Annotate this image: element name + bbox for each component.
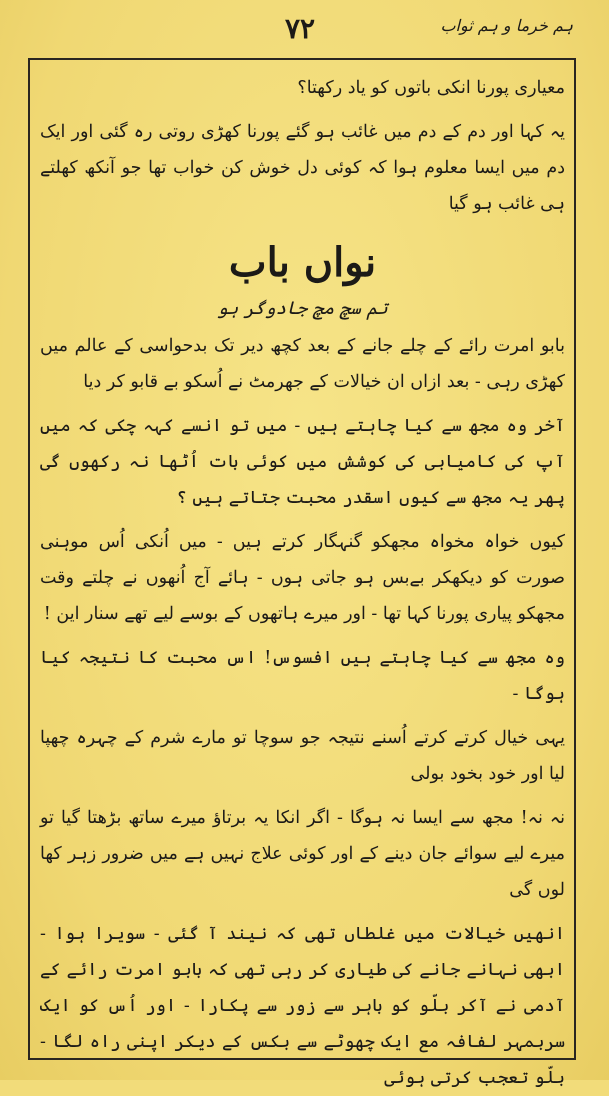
intro-paragraph-2: یہ کہا اور دم کے دم میں غائب ہو گئے پورنا کھڑی روتی رہ گئی اور ایک دم میں ایسا معلوم ہوا کہ کوئی دل خوش کن خواب تھا جو آنکھ کھلتے ہی غائب ہو گیا [40,122,565,214]
intro-line-1: معیاری پورنا انکی باتوں کو یاد رکھتا؟ [297,78,565,98]
chapter-subtitle: تم سچ مچ جادوگر ہو [217,298,388,319]
page-body [40,70,565,1088]
running-title: ہم خرما و ہم ثواب [440,16,573,35]
page-header [0,8,609,52]
paragraph-4: وہ مجھ سے کیا چاہتے ہیں افسوس! اس محبت کا نتیجہ کیا ہوگا - [40,648,565,704]
paragraph-3: کیوں خواہ مخواہ مجھکو گنہگار کرتے ہیں - میں اُنکی اُس موہنی صورت کو دیکھکر بےبس ہو جاتی ہوں - ہائے آج اُنھوں نے چلتے وقت مجھکو پیاری پورنا کہا تھا - اور میرے ہاتھوں کے بوسے لیے تھے سنار این ! [40,532,565,624]
paragraph-7: انھیں خیالات میں غلطاں تھی کہ نیند آ گئی - سویرا ہوا - ابھی نہانے جانے کی طیاری کر رہی تھی کہ بابو امرت رائے کے آدمی نے آکر بلّو کو باہر سے زور سے پکارا - اور اُس کو ایک سربمہر لفافہ مع ایک چھوٹے سے بکس کے دیکر اپنی راہ لگا - بلّو تعجب کرتی ہوئی [40,924,565,1088]
paragraph-6: نہ نہ! مجھ سے ایسا نہ ہوگا - اگر انکا یہ برتاؤ میرے ساتھ بڑھتا گیا تو میرے لیے سوائے جان دینے کے اور کوئی علاج نہیں ہے میں ضرور زہر کھا لوں گی [40,808,565,900]
paragraph-5: یہی خیال کرتے کرتے اُسنے نتیجہ جو سوچا تو مارے شرم کے چہرہ چھپا لیا اور خود بخود بولی [40,728,565,784]
chapter-title: نواں باب [228,239,377,286]
paragraph-1: بابو امرت رائے کے چلے جانے کے بعد کچھ دیر تک بدحواسی کے عالم میں کھڑی رہی - بعد ازاں ان خیالات کے جھرمٹ نے اُسکو بے قابو کر دیا [40,336,565,392]
paragraph-2: آخر وہ مجھ سے کیا چاہتے ہیں - میں تو انسے کہہ چکی کہ میں آپ کی کامیابی کی کوشش میں کوئی بات اُٹھا نہ رکھوں گی پھر یہ مجھ سے کیوں اسقدر محبت جتاتے ہیں ؟ [40,416,565,508]
page-number: ۷۲ [284,12,316,45]
